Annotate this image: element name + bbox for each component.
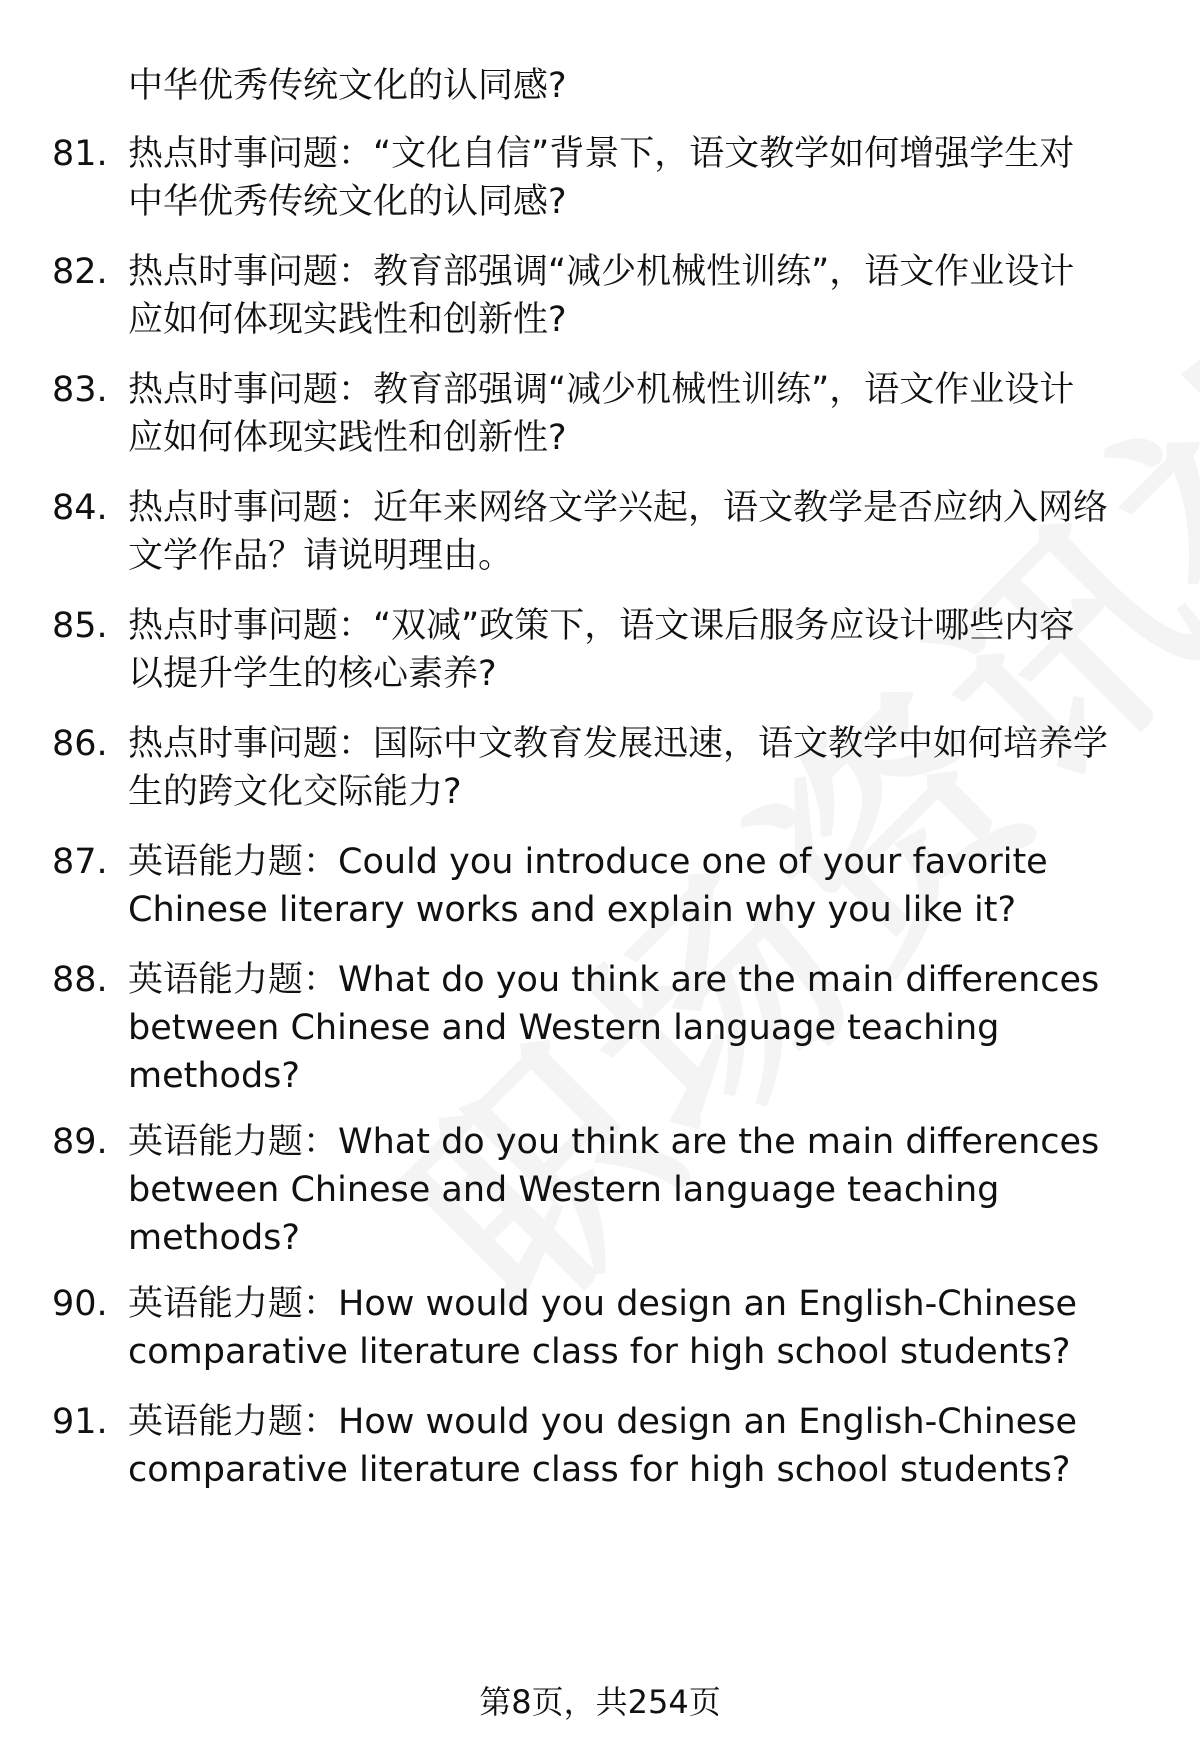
question-text <box>128 602 1138 698</box>
question-number: 82. <box>52 252 108 292</box>
question-line: 热点时事问题：“文化自信”背景下，语文教学如何增强学生对 <box>128 134 1075 174</box>
question-line: methods? <box>128 1056 300 1096</box>
question-number: 83. <box>52 370 108 410</box>
question-line: 热点时事问题：教育部强调“减少机械性训练”，语文作业设计 <box>128 370 1075 410</box>
question-line: 中华优秀传统文化的认同感? <box>128 182 567 222</box>
question-number: 88. <box>52 960 108 1000</box>
question-line: 英语能力题：What do you think are the main differences <box>128 1122 1100 1162</box>
question-line: 热点时事问题：“双减”政策下，语文课后服务应设计哪些内容 <box>128 606 1075 646</box>
question-text <box>128 720 1138 816</box>
question-number: 89. <box>52 1122 108 1162</box>
question-text <box>128 1398 1138 1494</box>
question-number: 81. <box>52 134 108 174</box>
question-number: 91. <box>52 1402 108 1442</box>
question-text <box>128 130 1138 226</box>
question-number: 86. <box>52 724 108 764</box>
question-line: methods? <box>128 1218 300 1258</box>
question-line: 以提升学生的核心素养? <box>128 654 497 694</box>
question-number: 87. <box>52 842 108 882</box>
page-footer: 第8页，共254页 <box>479 1683 721 1721</box>
question-line: 热点时事问题：近年来网络文学兴起，语文教学是否应纳入网络 <box>128 488 1109 528</box>
question-number: 84. <box>52 488 108 528</box>
question-line: Chinese literary works and explain why you like it? <box>128 890 1017 930</box>
question-line: 英语能力题：What do you think are the main differences <box>128 960 1100 1000</box>
question-line: comparative literature class for high school students? <box>128 1450 1071 1490</box>
question-number: 85. <box>52 606 108 646</box>
question-line: 应如何体现实践性和创新性? <box>128 300 567 340</box>
question-line: 文学作品？请说明理由。 <box>128 536 514 576</box>
question-text <box>128 248 1138 344</box>
continuation-line: 中华优秀传统文化的认同感? <box>128 66 567 106</box>
question-line: comparative literature class for high school students? <box>128 1332 1071 1372</box>
question-line: 英语能力题：Could you introduce one of your favorite <box>128 842 1048 882</box>
question-line: 应如何体现实践性和创新性? <box>128 418 567 458</box>
question-text <box>128 956 1138 1100</box>
question-text <box>128 484 1138 580</box>
question-text <box>128 1118 1138 1262</box>
question-text <box>128 1280 1138 1376</box>
question-line: 热点时事问题：教育部强调“减少机械性训练”，语文作业设计 <box>128 252 1075 292</box>
question-line: 英语能力题：How would you design an English-Chinese <box>128 1402 1078 1442</box>
question-number: 90. <box>52 1284 108 1324</box>
question-line: between Chinese and Western language teaching <box>128 1008 1000 1048</box>
question-text <box>128 366 1138 462</box>
question-text <box>128 838 1138 934</box>
question-line: 英语能力题：How would you design an English-Chinese <box>128 1284 1078 1324</box>
question-line: 热点时事问题：国际中文教育发展迅速，语文教学中如何培养学 <box>128 724 1109 764</box>
question-line: between Chinese and Western language teaching <box>128 1170 1000 1210</box>
question-line: 生的跨文化交际能力? <box>128 772 462 812</box>
